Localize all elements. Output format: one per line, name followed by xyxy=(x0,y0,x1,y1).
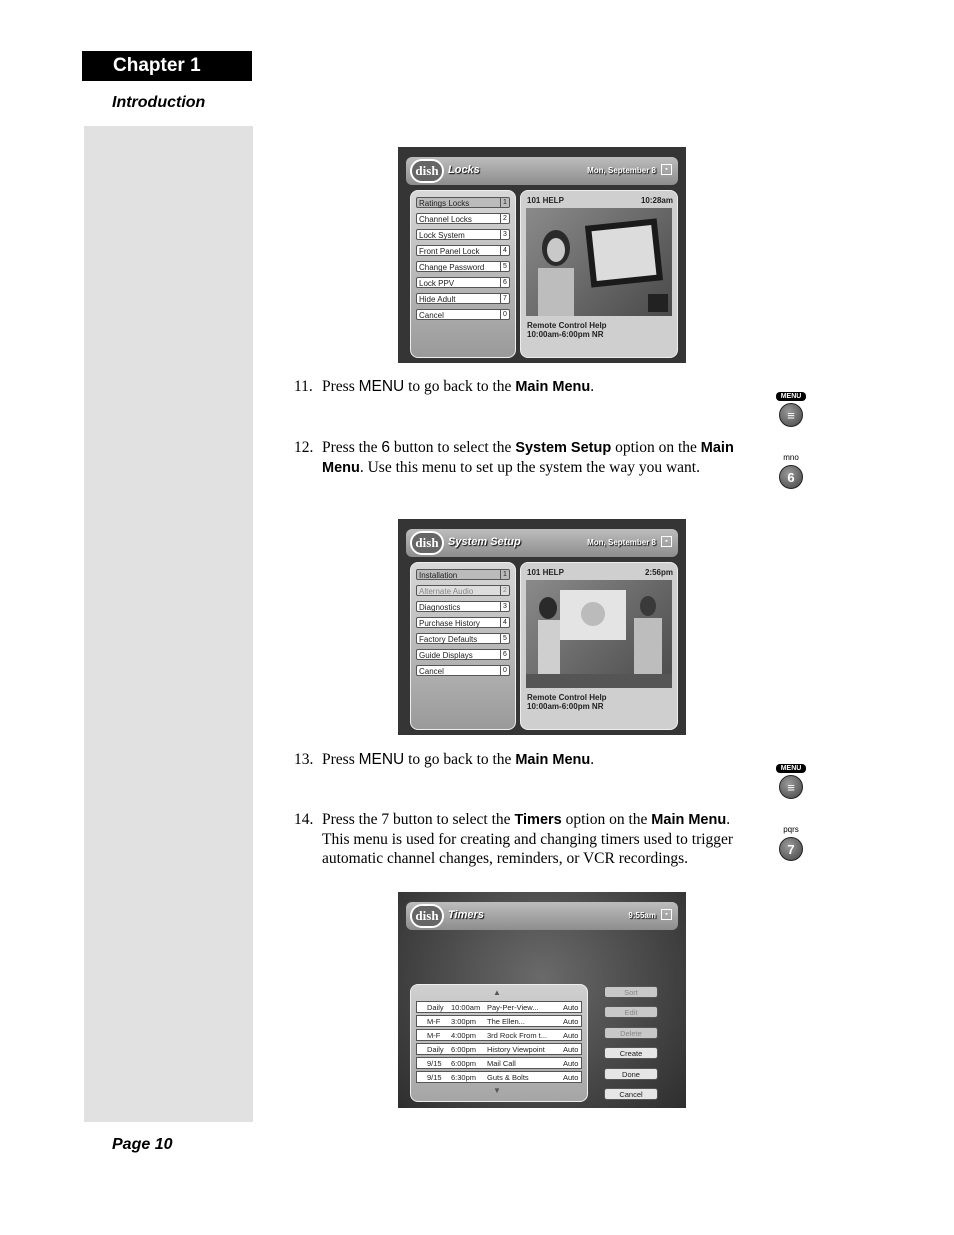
screen-header xyxy=(406,902,678,930)
screen-date: Mon, September 8 xyxy=(587,166,656,175)
cancel-button[interactable]: Cancel xyxy=(604,1088,658,1100)
tv-icon: ▪ xyxy=(661,536,672,547)
menu-item[interactable]: Channel Locks 2 xyxy=(416,213,510,224)
timers-screen xyxy=(398,892,686,1108)
timer-row[interactable]: Daily 6:00pm History Viewpoint Auto xyxy=(416,1043,582,1055)
menu-item[interactable]: Lock System 3 xyxy=(416,229,510,240)
menu-item[interactable]: Ratings Locks 1 xyxy=(416,197,510,208)
menu-item[interactable]: Installation 1 xyxy=(416,569,510,580)
help-panel xyxy=(520,562,678,730)
timers-list xyxy=(410,984,588,1102)
page-number: Page 10 xyxy=(112,1136,173,1153)
menu-item[interactable]: Purchase History 4 xyxy=(416,617,510,628)
menu-item[interactable]: Cancel 0 xyxy=(416,309,510,320)
scroll-up-icon[interactable]: ▲ xyxy=(493,988,501,997)
delete-button[interactable]: Delete xyxy=(604,1027,658,1039)
tv-icon: ▪ xyxy=(661,909,672,920)
sidebar-panel xyxy=(84,126,253,1122)
help-time: 2:56pm xyxy=(644,568,673,577)
menu-item[interactable]: Lock PPV 6 xyxy=(416,277,510,288)
help-panel xyxy=(520,190,678,358)
locks-menu xyxy=(410,190,516,358)
menu-item[interactable]: Front Panel Lock 4 xyxy=(416,245,510,256)
timer-row[interactable]: M-F 3:00pm The Ellen... Auto xyxy=(416,1015,582,1027)
menu-button-icon: MENU ≡ xyxy=(776,392,806,427)
screen-title: System Setup xyxy=(448,536,521,548)
timer-row[interactable]: 9/15 6:30pm Guts & Bolts Auto xyxy=(416,1071,582,1083)
video-preview xyxy=(526,580,672,688)
timer-row[interactable]: Daily 10:00am Pay-Per-View... Auto xyxy=(416,1001,582,1013)
video-preview xyxy=(526,208,672,316)
dish-logo: dish xyxy=(410,904,444,928)
menu-item[interactable]: Factory Defaults 5 xyxy=(416,633,510,644)
menu-item[interactable]: Hide Adult 7 xyxy=(416,293,510,304)
menu-item[interactable]: Change Password 5 xyxy=(416,261,510,272)
presenter-image xyxy=(526,208,672,316)
menu-item[interactable]: Cancel 0 xyxy=(416,665,510,676)
menu-item[interactable]: Diagnostics 3 xyxy=(416,601,510,612)
screen-date: Mon, September 8 xyxy=(587,538,656,547)
number-7-button-icon: pqrs 7 xyxy=(776,825,806,861)
help-channel: 101 HELP xyxy=(527,568,564,577)
screen-header xyxy=(406,529,678,557)
menu-item[interactable]: Alternate Audio 2 xyxy=(416,585,510,596)
section-title: Introduction xyxy=(112,94,206,111)
dish-logo: dish xyxy=(410,531,444,555)
number-6-button-icon: mno 6 xyxy=(776,453,806,489)
screen-header xyxy=(406,157,678,185)
menu-button-icon: MENU ≡ xyxy=(776,764,806,799)
help-channel: 101 HELP xyxy=(527,196,564,205)
edit-button[interactable]: Edit xyxy=(604,1006,658,1018)
sort-button[interactable]: Sort xyxy=(604,986,658,998)
chapter-heading: Chapter 1 xyxy=(82,51,252,81)
menu-item[interactable]: Guide Displays 6 xyxy=(416,649,510,660)
scroll-down-icon[interactable]: ▼ xyxy=(493,1086,501,1095)
help-time: 10:28am xyxy=(640,196,673,205)
tv-icon: ▪ xyxy=(661,164,672,175)
screen-title: Locks xyxy=(448,164,480,176)
presenters-image xyxy=(526,580,672,688)
system-setup-screen xyxy=(398,519,686,735)
locks-screen xyxy=(398,147,686,363)
help-info: Remote Control Help 10:00am-6:00pm NR xyxy=(527,693,607,711)
timer-row[interactable]: 9/15 6:00pm Mail Call Auto xyxy=(416,1057,582,1069)
create-button[interactable]: Create xyxy=(604,1047,658,1059)
help-info: Remote Control Help 10:00am-6:00pm NR xyxy=(527,321,607,339)
system-setup-menu xyxy=(410,562,516,730)
done-button[interactable]: Done xyxy=(604,1068,658,1080)
screen-time: 9:55am xyxy=(628,911,656,920)
dish-logo: dish xyxy=(410,159,444,183)
timer-row[interactable]: M-F 4:00pm 3rd Rock From t... Auto xyxy=(416,1029,582,1041)
screen-title: Timers xyxy=(448,909,484,921)
